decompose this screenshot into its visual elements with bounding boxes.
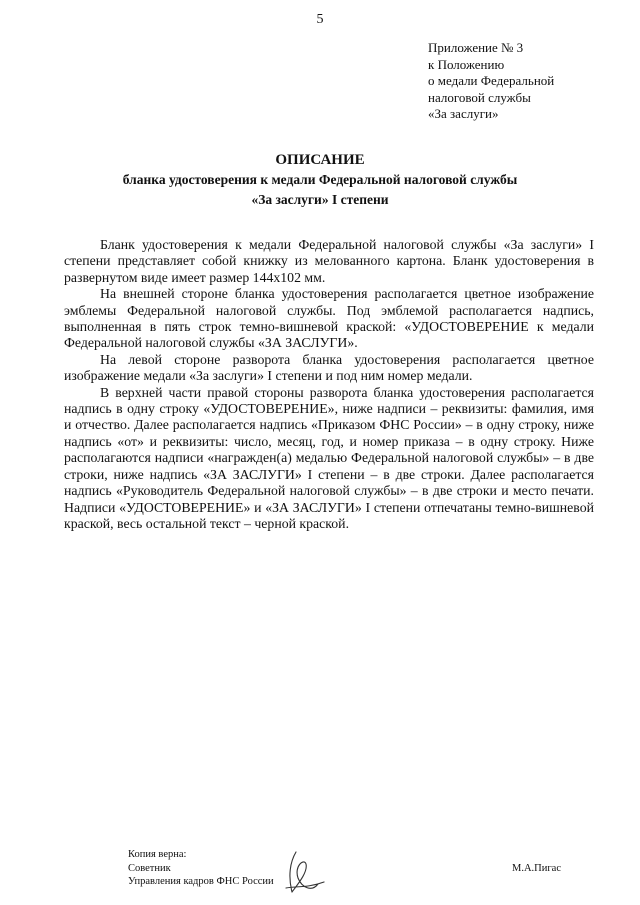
document-title <box>0 150 640 210</box>
copy-line: Управления кадров ФНС России <box>128 876 274 887</box>
paragraph: В верхней части правой стороны разворота бланка удостоверения располагается надпись в одну строку «УДОСТОВЕРЕНИЕ», ниже надписи – реквизиты: фамилия, имя и отчество. Далее располагается надпись «Приказом ФНС России» – в одну строку, ниже надпись «от» и реквизиты: число, месяц, год, и номер приказа – в одну строку. Ниже располагаются надписи «награжден(а) медалью Федеральной налоговой службы» – в две строки, ниже надпись «ЗА ЗАСЛУГИ» I степени – в две строки. Далее располагается надпись «Руководитель Федеральной налоговой службы» – в две строки и место печати. Надписи «УДОСТОВЕРЕНИЕ» и «ЗА ЗАСЛУГИ» I степени отпечатаны темно-вишневой краской, весь остальной текст – черной краской. <box>64 384 594 531</box>
appendix-line: к Положению <box>428 56 505 72</box>
paragraph: На внешней стороне бланка удостоверения располагается цветное изображение эмблемы Федеральной налоговой службы. Под эмблемой располагается надпись, выполненная в пять строк темно-вишневой краской: «УДОСТОВЕРЕНИЕ к медали Федеральной налоговой службы «ЗА ЗАСЛУГИ». <box>64 286 594 351</box>
appendix-line: налоговой службы <box>428 89 531 105</box>
appendix-note <box>428 40 554 123</box>
page-number: 5 <box>316 12 324 27</box>
copy-certification <box>128 848 274 889</box>
copy-line: Советник <box>128 862 171 874</box>
copy-line: Копия верна: <box>128 849 187 860</box>
title-main: ОПИСАНИЕ <box>275 152 365 168</box>
appendix-line: Приложение № 3 <box>428 40 524 55</box>
paragraph: Бланк удостоверения к медали Федеральной налоговой службы «За заслуги» I степени представляет собой книжку из мелованного картона. Бланк удостоверения в развернутом виде имеет размер 144х102 мм. <box>64 237 594 285</box>
paragraph: На левой стороне разворота бланка удостоверения располагается цветное изображение медали «За заслуги» I степени и под ним номер медали. <box>64 351 594 384</box>
handwritten-signature <box>278 848 330 900</box>
signer-name: М.А.Пигас <box>512 863 561 874</box>
appendix-line: «За заслуги» <box>428 106 499 121</box>
title-subtitle-line-2: «За заслуги» I степени <box>251 192 389 207</box>
title-subtitle-line-1: бланка удостоверения к медали Федеральной налоговой службы <box>122 172 518 187</box>
appendix-line: о медали Федеральной <box>428 73 555 88</box>
document-body <box>64 237 594 532</box>
